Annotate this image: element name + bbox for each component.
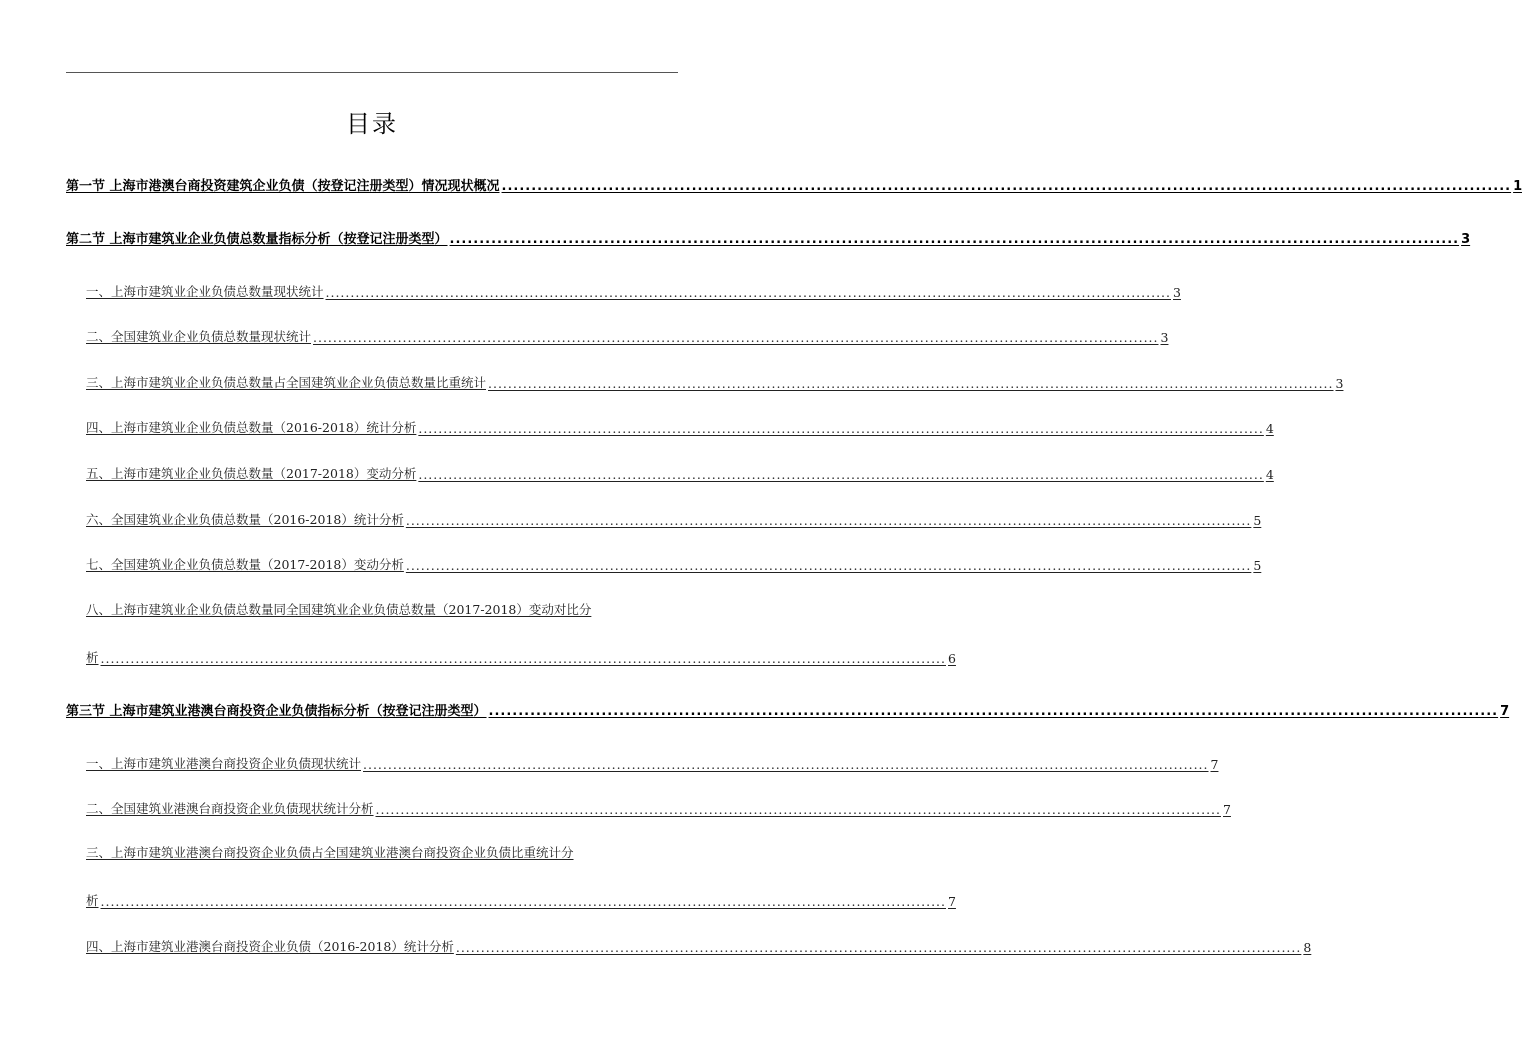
- toc-leader-dots: ..........................................................................................................................................................................: [418, 467, 1264, 482]
- toc-entry-2-6[interactable]: [86, 508, 1262, 528]
- toc-page-number: 7: [1500, 704, 1510, 719]
- toc-page-number: 4: [1265, 421, 1274, 436]
- toc-entry-label: 一、上海市建筑业企业负债总数量现状统计: [86, 284, 324, 299]
- toc-entry-label: 七、全国建筑业企业负债总数量（2017-2018）变动分析: [86, 557, 404, 572]
- toc-entry-label: 第二节 上海市建筑业企业负债总数量指标分析（按登记注册类型）: [66, 232, 448, 247]
- toc-entry-label: 五、上海市建筑业企业负债总数量（2017-2018）变动分析: [86, 466, 417, 481]
- toc-page-number: 4: [1265, 467, 1274, 482]
- toc-leader-dots: ..........................................................................................................................................................................: [325, 285, 1171, 300]
- toc-page-number: 3: [1160, 330, 1169, 345]
- toc-entry-label: 析: [86, 893, 99, 908]
- toc-page-number: 5: [1253, 513, 1262, 528]
- toc-entry-2-3[interactable]: [86, 371, 1344, 391]
- toc-page-number: 7: [1210, 757, 1219, 772]
- toc-leader-dots: ..........................................................................................................................................................................: [363, 757, 1209, 772]
- toc-entry-label: 第一节 上海市港澳台商投资建筑企业负债（按登记注册类型）情况现状概况: [66, 179, 500, 194]
- toc-entry-2-4[interactable]: [86, 416, 1274, 436]
- toc-page-number: 1: [1513, 179, 1522, 194]
- toc-entry-2-5[interactable]: [86, 462, 1274, 482]
- toc-page-number: 3: [1335, 376, 1344, 391]
- toc-entry-3-3[interactable]: [86, 889, 956, 909]
- toc-entry-label: 第三节 上海市建筑业港澳台商投资企业负债指标分析（按登记注册类型）: [66, 704, 487, 719]
- toc-entry-2-7[interactable]: [86, 553, 1262, 573]
- toc-page-number: 8: [1303, 940, 1312, 955]
- toc-leader-dots: ..........................................................................................................................................................................: [375, 802, 1221, 817]
- header-rule: [66, 72, 678, 73]
- page-title: 目录: [346, 110, 398, 138]
- toc-leader-dots: ..........................................................................................................................................................................: [100, 894, 946, 909]
- toc-entry-section-1[interactable]: [66, 174, 1522, 194]
- toc-leader-dots: ..........................................................................................................................................................................: [501, 179, 1512, 194]
- toc-entry-3-4[interactable]: [86, 935, 1312, 955]
- toc-leader-dots: ..........................................................................................................................................................................: [405, 513, 1252, 528]
- toc-page-number: 6: [948, 651, 956, 666]
- toc-entry-label: 一、上海市建筑业港澳台商投资企业负债现状统计: [86, 756, 362, 771]
- toc-leader-dots: ..........................................................................................................................................................................: [455, 940, 1302, 955]
- toc-entry-2-8-line1[interactable]: 八、上海市建筑业企业负债总数量同全国建筑业企业负债总数量（2017-2018）变动对比分: [86, 602, 592, 617]
- toc-leader-dots: ..........................................................................................................................................................................: [488, 376, 1334, 391]
- toc-entry-2-2[interactable]: [86, 325, 1169, 345]
- toc-leader-dots: ..........................................................................................................................................................................: [313, 330, 1159, 345]
- toc-entry-3-1[interactable]: [86, 752, 1219, 772]
- toc-entry-label: 析: [86, 650, 99, 665]
- toc-entry-label: 四、上海市建筑业港澳台商投资企业负债（2016-2018）统计分析: [86, 939, 454, 954]
- toc-leader-dots: ..........................................................................................................................................................................: [418, 421, 1264, 436]
- toc-entry-2-1[interactable]: [86, 280, 1181, 300]
- toc-entry-3-2[interactable]: [86, 797, 1231, 817]
- toc-entry-section-2[interactable]: [66, 227, 1471, 247]
- toc-entry-label: 二、全国建筑业企业负债总数量现状统计: [86, 329, 312, 344]
- toc-entry-label: 三、上海市建筑业企业负债总数量占全国建筑业企业负债总数量比重统计: [86, 375, 487, 390]
- toc-entry-section-3[interactable]: [66, 699, 1510, 719]
- toc-entry-2-8[interactable]: [86, 646, 956, 666]
- toc-leader-dots: ..........................................................................................................................................................................: [405, 558, 1252, 573]
- toc-entry-label: 二、全国建筑业港澳台商投资企业负债现状统计分析: [86, 801, 374, 816]
- toc-page-number: 7: [1223, 802, 1231, 817]
- toc-leader-dots: ..........................................................................................................................................................................: [449, 232, 1460, 247]
- toc-page-number: 3: [1461, 232, 1471, 247]
- toc-leader-dots: ..........................................................................................................................................................................: [100, 651, 946, 666]
- toc-entry-3-3-line1[interactable]: 三、上海市建筑业港澳台商投资企业负债占全国建筑业港澳台商投资企业负债比重统计分: [86, 845, 574, 860]
- toc-entry-label: 四、上海市建筑业企业负债总数量（2016-2018）统计分析: [86, 420, 417, 435]
- toc-entry-label: 六、全国建筑业企业负债总数量（2016-2018）统计分析: [86, 512, 404, 527]
- toc-page-number: 7: [948, 894, 956, 909]
- toc-page-number: 3: [1173, 285, 1181, 300]
- toc-page-number: 5: [1253, 558, 1262, 573]
- toc-leader-dots: ..........................................................................................................................................................................: [488, 704, 1499, 719]
